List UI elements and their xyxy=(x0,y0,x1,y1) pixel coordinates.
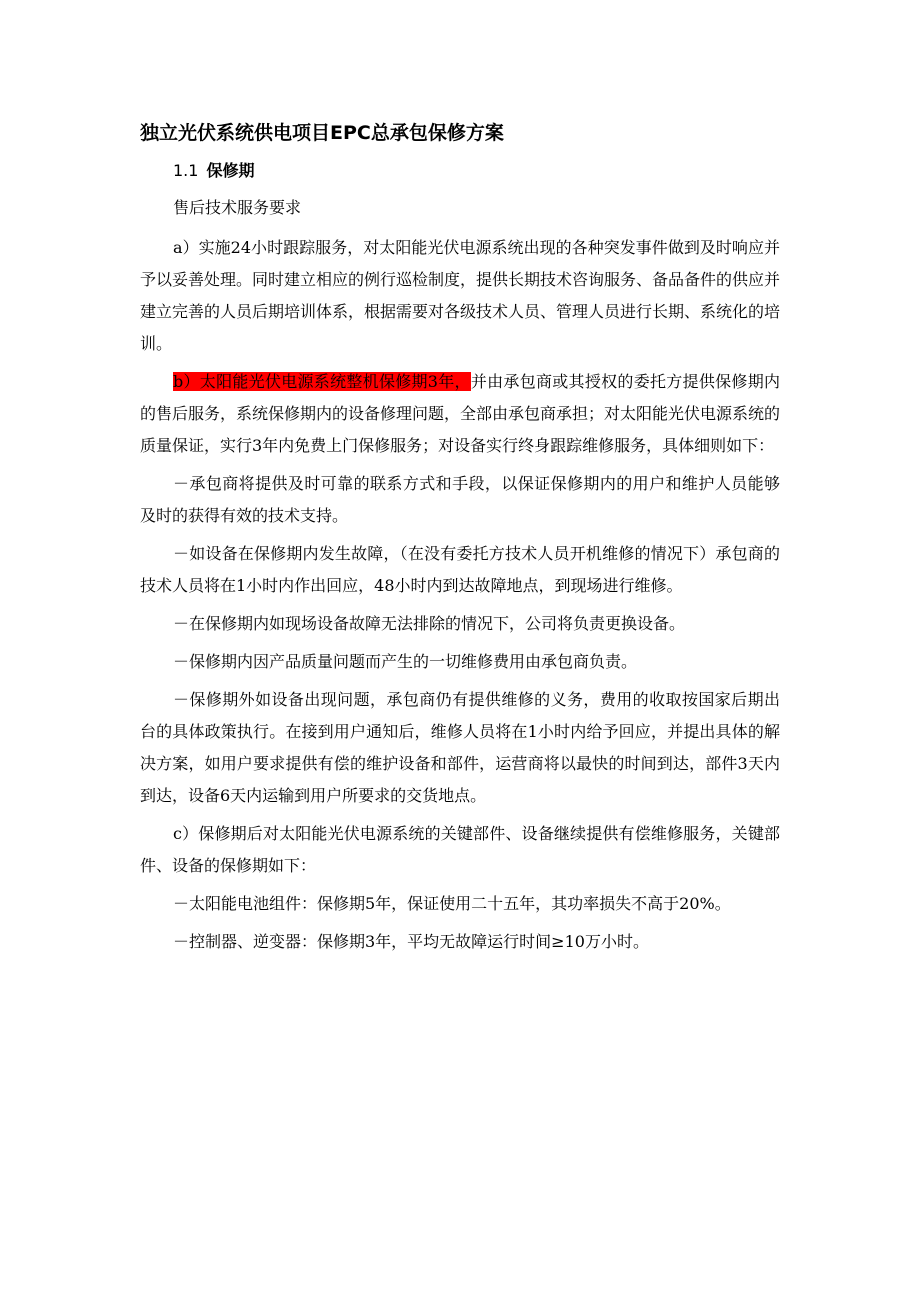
item-a-paragraph: a）实施24小时跟踪服务，对太阳能光伏电源系统出现的各种突发事件做到及时响应并予以妥善处理。同时建立相应的例行巡检制度，提供长期技术咨询服务、备品备件的供应并建立完善的人员后期培训体系，根据需要对各级技术人员、管理人员进行长期、系统化的培训。 xyxy=(140,238,781,353)
b-detail-item: －保修期外如设备出现问题，承包商仍有提供维修的义务，费用的收取按国家后期出台的具体政策执行。在接到用户通知后，维修人员将在1小时内给予回应，并提出具体的解决方案，如用户要求提供有偿的维护设备和部件，运营商将以最快的时间到达，部件3天内到达，设备6天内运输到用户所要求的交货地点。 xyxy=(140,690,780,805)
b-detail-item: －在保修期内如现场设备故障无法排除的情况下，公司将负责更换设备。 xyxy=(173,614,686,633)
c-detail-item: －太阳能电池组件：保修期5年，保证使用二十五年，其功率损失不高于20%。 xyxy=(173,894,731,913)
section-title: 保修期 xyxy=(206,161,255,180)
b-detail-item: －承包商将提供及时可靠的联系方式和手段，以保证保修期内的用户和维护人员能够及时的获得有效的技术支持。 xyxy=(140,474,780,525)
intro-paragraph: 售后技术服务要求 xyxy=(173,198,302,217)
b-detail-item: －如设备在保修期内发生故障，（在没有委托方技术人员开机维修的情况下）承包商的技术人员将在1小时内作出回应，48小时内到达故障地点，到现场进行维修。 xyxy=(140,544,780,595)
b-detail-item: －保修期内因产品质量问题而产生的一切维修费用由承包商负责。 xyxy=(173,652,638,671)
section-number: 1.1 xyxy=(173,161,199,180)
item-b-text: 并由承包商或其授权的委托方提供保修期内的售后服务，系统保修期内的设备修理问题，全部由承包商承担；对太阳能光伏电源系统的质量保证，实行3年内免费上门保修服务；对设备实行终身跟踪维修服务，具体细则如下： xyxy=(140,372,781,455)
item-c-paragraph: c）保修期后对太阳能光伏电源系统的关键部件、设备继续提供有偿维修服务，关键部件、设备的保修期如下： xyxy=(140,824,780,875)
section-heading xyxy=(140,158,780,184)
c-detail-item: －控制器、逆变器：保修期3年，平均无故障运行时间≥10万小时。 xyxy=(173,932,649,951)
item-b-paragraph xyxy=(140,366,780,462)
document-body xyxy=(140,118,780,964)
highlighted-warranty-text: b）太阳能光伏电源系统整机保修期3年， xyxy=(173,372,471,391)
document-title: 独立光伏系统供电项目EPC总承包保修方案 xyxy=(140,122,504,144)
